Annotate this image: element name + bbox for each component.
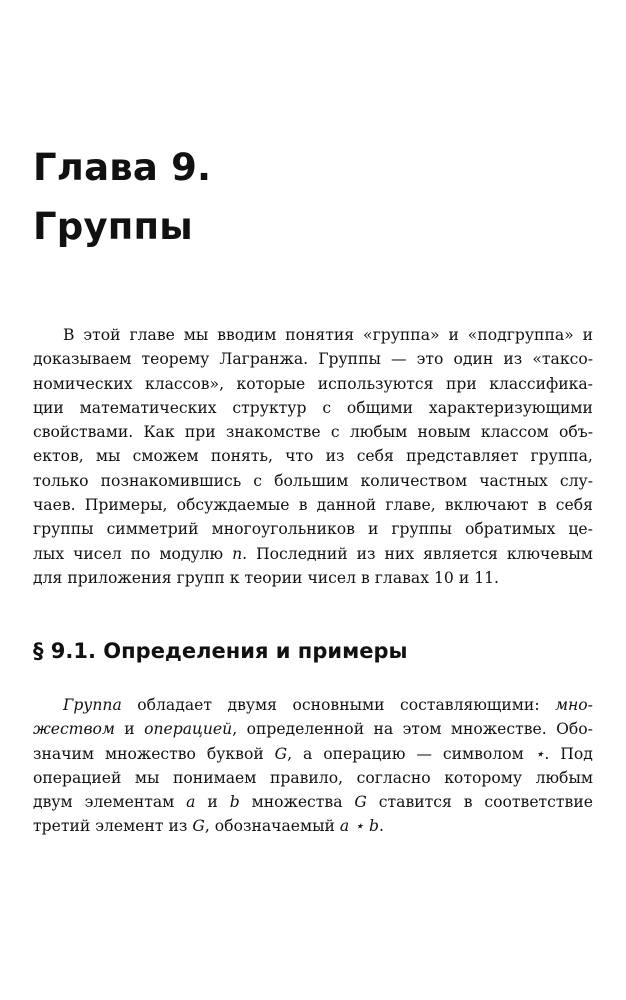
intro-line: ектов, мы сможем понять, что из себя представляет группа,: [33, 447, 593, 466]
chapter-title: Группы: [33, 205, 193, 248]
intro-line: для приложения групп к теории чисел в главах 10 и 11.: [33, 568, 500, 587]
section-heading: § 9.1. Определения и примеры: [33, 639, 408, 663]
intro-line: ции математических структур с общими характеризующими: [33, 398, 593, 417]
intro-line: номических классов», которые используются при классифика-: [33, 374, 593, 393]
intro-line: доказываем теорему Лагранжа. Группы — это один из «таксо-: [33, 350, 593, 369]
section-line: третий элемент из G, обозначаемый a ⋆ b.: [33, 817, 384, 836]
intro-paragraph: [33, 323, 593, 590]
section-line: двум элементам a и b множества G ставится в соответствие: [33, 793, 593, 812]
intro-line: группы симметрий многоугольников и группы обратимых це-: [33, 520, 593, 539]
section-line: Группа обладает двумя основными составляющими: мно-: [63, 696, 593, 714]
section-paragraph: [33, 693, 593, 839]
intro-line: чаев. Примеры, обсуждаемые в данной главе, включают в себя: [33, 496, 593, 515]
section-line: жеством и операцией, определенной на этом множестве. Обо-: [33, 720, 593, 739]
intro-line: свойствами. Как при знакомстве с любым новым классом объ-: [33, 423, 593, 442]
section-line: операцией мы понимаем правило, согласно которому любым: [33, 768, 593, 787]
chapter-number: Глава 9.: [33, 146, 212, 189]
intro-line: В этой главе мы вводим понятия «группа» и «подгруппа» и: [63, 326, 593, 344]
intro-line: только познакомившись с большим количеством частных слу-: [33, 471, 593, 490]
intro-line: лых чисел по модулю n. Последний из них является ключевым: [33, 544, 593, 563]
section-line: значим множество буквой G, а операцию — символом ⋆. Под: [33, 744, 593, 763]
